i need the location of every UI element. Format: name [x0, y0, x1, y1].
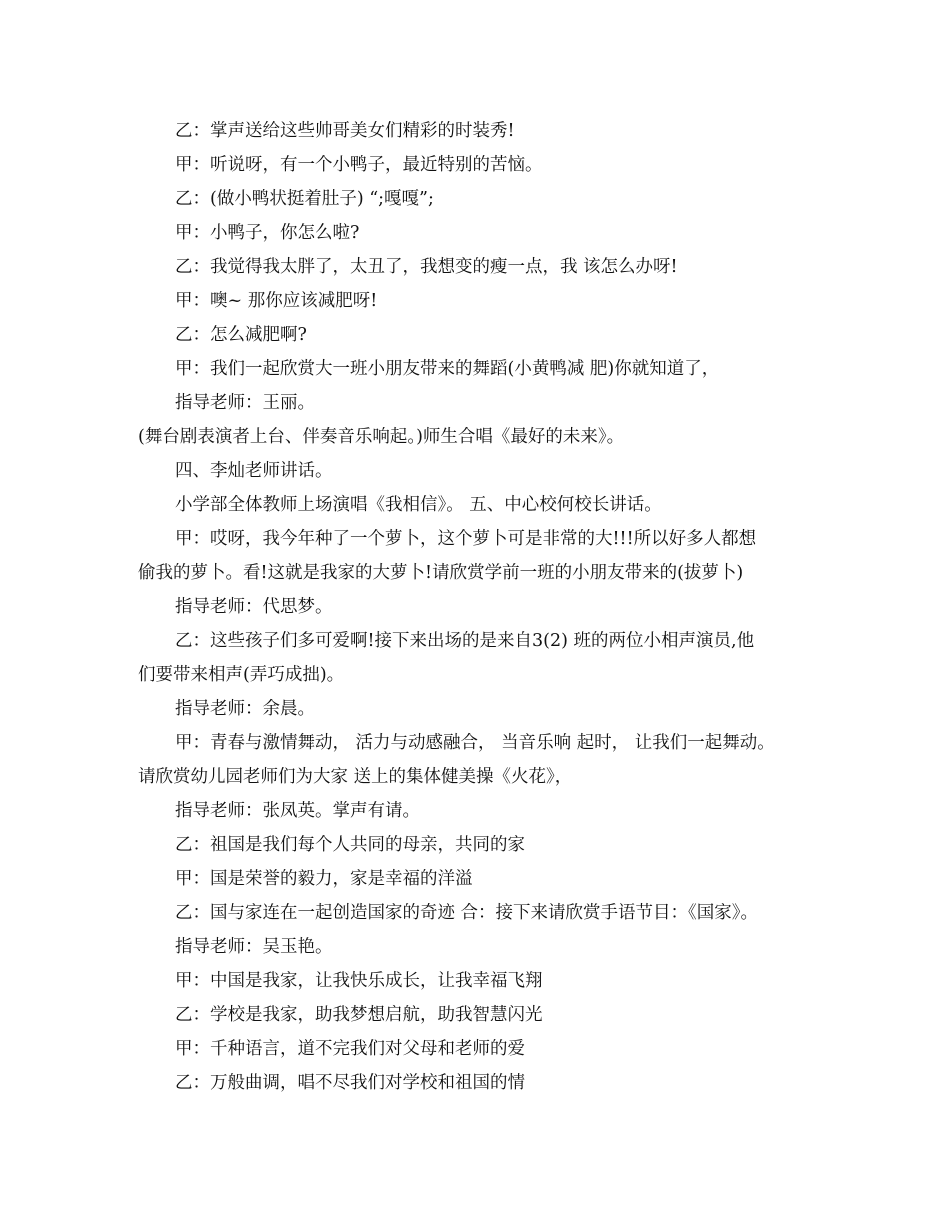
text-line: (舞台剧表演者上台、伴奏音乐响起。)师生合唱《最好的未来》。	[138, 427, 625, 447]
text-line: 乙：我觉得我太胖了，太丑了，我想变的瘦一点，我 该怎么办呀!	[175, 257, 678, 277]
text-line: 甲：国是荣誉的毅力，家是幸福的洋溢	[175, 869, 473, 889]
text-line: 乙：这些孩子们多可爱啊!接下来出场的是来自3(2) 班的两位小相声演员,他	[175, 631, 755, 651]
text-line: 甲：听说呀，有一个小鸭子，最近特别的苦恼。	[175, 155, 543, 175]
text-line: 请欣赏幼儿园老师们为大家 送上的集体健美操《火花》，	[138, 767, 573, 787]
text-line: 指导老师：张凤英。掌声有请。	[175, 801, 420, 821]
document-body	[138, 114, 838, 1100]
text-line: 指导老师：吴玉艳。	[175, 937, 333, 957]
text-line: 指导老师：代思梦。	[175, 597, 333, 617]
text-line: 甲：小鸭子，你怎么啦?	[175, 223, 360, 243]
text-line: 甲：千种语言，道不完我们对父母和老师的爱	[175, 1039, 525, 1059]
text-line: 乙：(做小鸭状挺着肚子) “;嘎嘎”;	[175, 189, 434, 209]
text-line: 乙：学校是我家，助我梦想启航，助我智慧闪光	[175, 1005, 543, 1025]
text-line: 甲：我们一起欣赏大一班小朋友带来的舞蹈(小黄鸭减 肥)你就知道了，	[175, 359, 720, 379]
text-line: 乙：祖国是我们每个人共同的母亲，共同的家	[175, 835, 525, 855]
text-line: 小学部全体教师上场演唱《我相信》。 五、中心校何校长讲话。	[175, 495, 662, 515]
text-line: 乙：国与家连在一起创造国家的奇迹 合：接下来请欣赏手语节目：《国家》。	[175, 903, 759, 923]
text-line: 指导老师：余晨。	[175, 699, 315, 719]
text-line: 乙：万般曲调，唱不尽我们对学校和祖国的情	[175, 1073, 525, 1093]
text-line: 甲：噢~ 那你应该减肥呀!	[175, 291, 378, 311]
text-line: 乙：掌声送给这些帅哥美女们精彩的时装秀!	[175, 121, 515, 141]
text-line: 们要带来相声(弄巧成拙)。	[138, 665, 345, 685]
text-line: 甲：中国是我家，让我快乐成长，让我幸福飞翔	[175, 971, 543, 991]
text-line: 偷我的萝卜。看!这就是我家的大萝卜!请欣赏学前一班的小朋友带来的(拔萝卜)	[138, 563, 744, 583]
text-line: 四、李灿老师讲话。	[175, 461, 333, 481]
text-line: 指导老师：王丽。	[175, 393, 315, 413]
text-line: 甲：哎呀，我今年种了一个萝卜，这个萝卜可是非常的大!!!所以好多人都想	[175, 529, 757, 549]
text-line: 甲：青春与激情舞动， 活力与动感融合， 当音乐响 起时， 让我们一起舞动。	[175, 733, 775, 753]
text-line: 乙：怎么减肥啊?	[175, 325, 307, 345]
